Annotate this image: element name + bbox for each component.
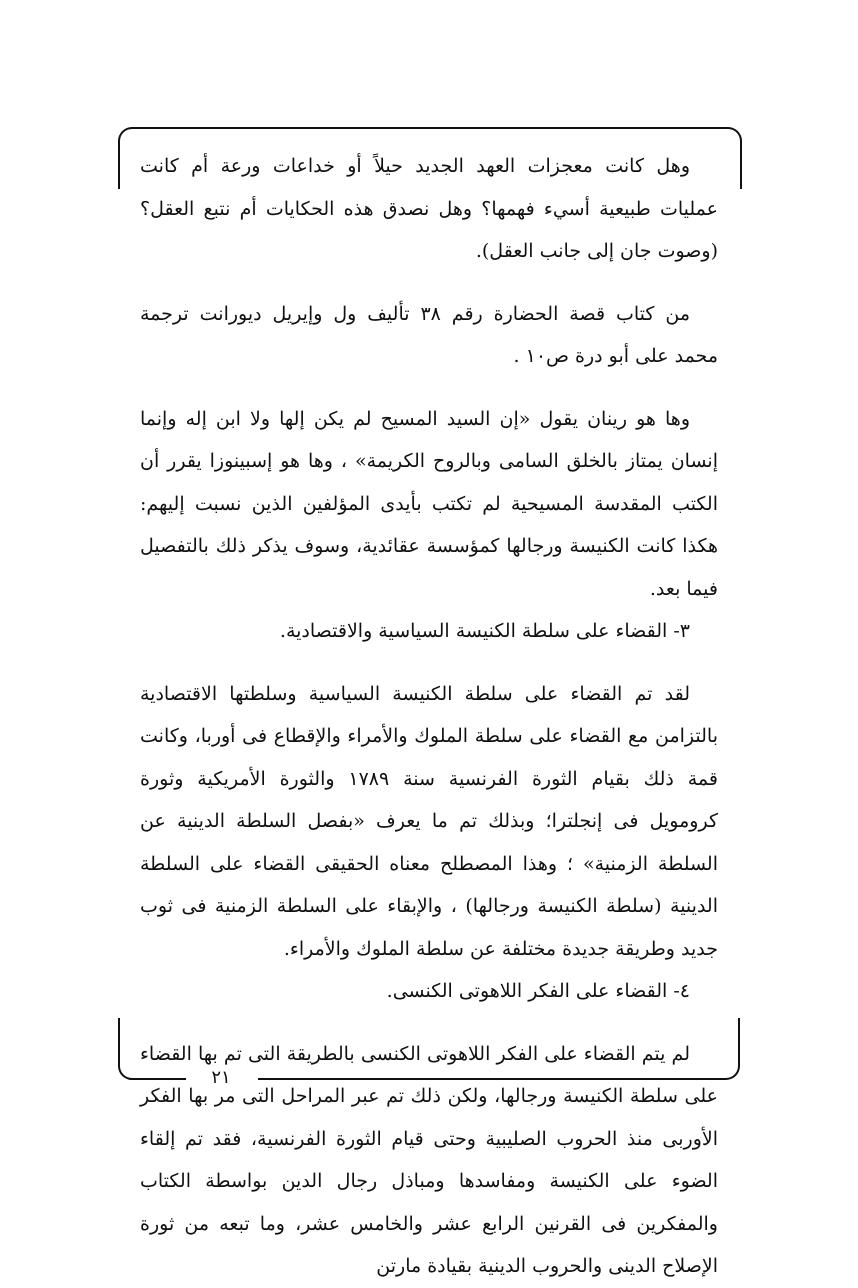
section-heading-3: ٣- القضاء على سلطة الكنيسة السياسية والاقتصادية.: [279, 620, 690, 642]
paragraph-renan: وها هو رينان يقول «إن السيد المسيح لم يكن إلها ولا ابن إله وإنما إنسان يمتاز بالخلق السامى وبالروح الكريمة» ، وها هو إسبينوزا يقرر أن الكتب المقدسة المسيحية لم تكتب بأيدى المؤلفين الذين نسبت إليهم: هكذا كانت الكنيسة ورجالها كمؤسسة عقائدية، وسوف يذكر ذلك بالتفصيل فيما بعد.: [140, 407, 718, 600]
section-heading-4: ٤- القضاء على الفكر اللاهوتى الكنسى.: [386, 980, 690, 1002]
paragraph-citation: من كتاب قصة الحضارة رقم ٣٨ تأليف ول وإيريل ديورانت ترجمة محمد على أبو درة ص١٠ .: [140, 302, 718, 367]
paragraph-section-4: لم يتم القضاء على الفكر اللاهوتى الكنسى بالطريقة التى تم بها القضاء على سلطة الكنيسة ورجالها، ولكن ذلك تم عبر المراحل التى مر بها الفكر الأوربى منذ الحروب الصليبية وحتى قيام الثورة الفرنسية، فقد تم إلقاء الضوء على الكنيسة ومفاسدها ومباذل رجال الدين بواسطة الكتاب والمفكرين فى القرنين الرابع عشر والخامس عشر، وما تبعه من ثورة الإصلاح الدينى والحروب الدينية بقيادة مارتن: [140, 1042, 718, 1277]
paragraph-section-3: لقد تم القضاء على سلطة الكنيسة السياسية وسلطتها الاقتصادية بالتزامن مع القضاء على سلطة الملوك والأمراء والإقطاع فى أوربا، وكانت قمة ذلك بقيام الثورة الفرنسية سنة ١٧٨٩ والثورة الأمريكية وثورة كرومويل فى إنجلترا؛ وبذلك تم ما يعرف «بفصل السلطة الدينية عن السلطة الزمنية» ؛ وهذا المصطلح معناه الحقيقى القضاء على السلطة الدينية (سلطة الكنيسة ورجالها) ، والإبقاء على السلطة الزمنية فى ثوب جديد وطريقة جديدة مختلفة عن سلطة الملوك والأمراء.: [140, 682, 718, 960]
page-number: ٢١: [211, 1067, 231, 1088]
page-body: [140, 145, 718, 1288]
paragraph-quote: وهل كانت معجزات العهد الجديد حيلاً أو خداعات ورعة أم كانت عمليات طبيعية أسيء فهمها؟ وهل نصدق هذه الحكايات أم نتبع العقل؟ (وصوت جان إلى جانب العقل).: [140, 155, 718, 262]
